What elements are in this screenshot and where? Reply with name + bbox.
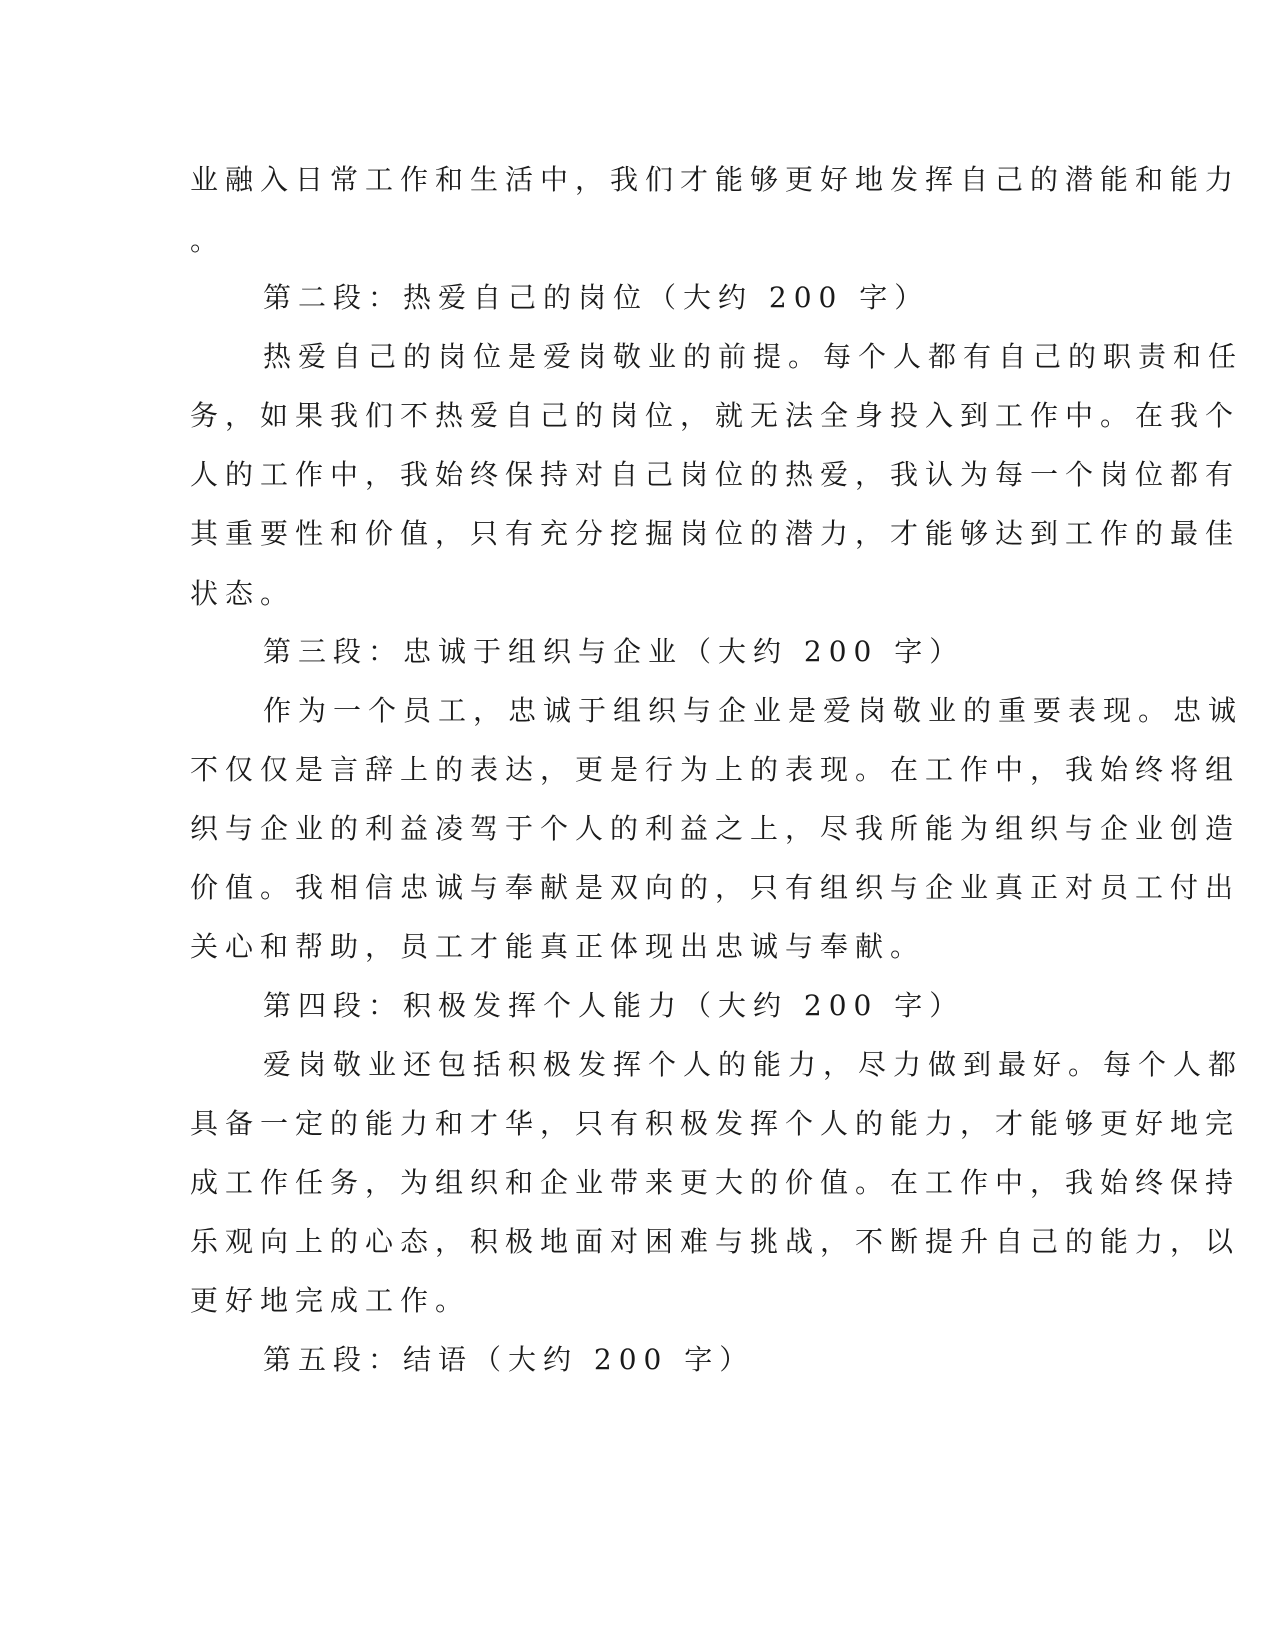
body-text-line: 关心和帮助，员工才能真正体现出忠诚与奉献。: [190, 930, 926, 963]
body-text-line: 乐观向上的心态，积极地面对困难与挑战，不断提升自己的能力，以: [190, 1225, 1241, 1258]
body-text-line: 更好地完成工作。: [190, 1284, 471, 1317]
body-text-line: 务，如果我们不热爱自己的岗位，就无法全身投入到工作中。在我个: [190, 399, 1241, 432]
body-text-line: 作为一个员工，忠诚于组织与企业是爱岗敬业的重要表现。忠诚: [263, 694, 1244, 727]
body-text-line: 价值。我相信忠诚与奉献是双向的，只有组织与企业真正对员工付出: [190, 871, 1241, 904]
body-text-line: 。: [190, 224, 226, 257]
body-text-line: 织与企业的利益凌驾于个人的利益之上，尽我所能为组织与企业创造: [190, 812, 1241, 845]
body-text-line: 其重要性和价值，只有充分挖掘岗位的潜力，才能够达到工作的最佳: [190, 517, 1241, 550]
body-text-line: 不仅仅是言辞上的表达，更是行为上的表现。在工作中，我始终将组: [190, 753, 1241, 786]
section-heading-3: 第三段：忠诚于组织与企业（大约 200 字）: [263, 635, 965, 668]
body-text-line: 具备一定的能力和才华，只有积极发挥个人的能力，才能够更好地完: [190, 1107, 1241, 1140]
body-text-line: 状态。: [190, 577, 296, 610]
body-text-line: 业融入日常工作和生活中，我们才能够更好地发挥自己的潜能和能力: [190, 163, 1241, 196]
body-text-line: 成工作任务，为组织和企业带来更大的价值。在工作中，我始终保持: [190, 1166, 1241, 1199]
section-heading-5: 第五段：结语（大约 200 字）: [263, 1343, 755, 1376]
body-text-line: 热爱自己的岗位是爱岗敬业的前提。每个人都有自己的职责和任: [263, 340, 1244, 373]
section-heading-4: 第四段：积极发挥个人能力（大约 200 字）: [263, 989, 965, 1022]
body-text-line: 人的工作中，我始终保持对自己岗位的热爱，我认为每一个岗位都有: [190, 458, 1241, 491]
section-heading-2: 第二段：热爱自己的岗位（大约 200 字）: [263, 281, 930, 314]
body-text-line: 爱岗敬业还包括积极发挥个人的能力，尽力做到最好。每个人都: [263, 1048, 1244, 1081]
